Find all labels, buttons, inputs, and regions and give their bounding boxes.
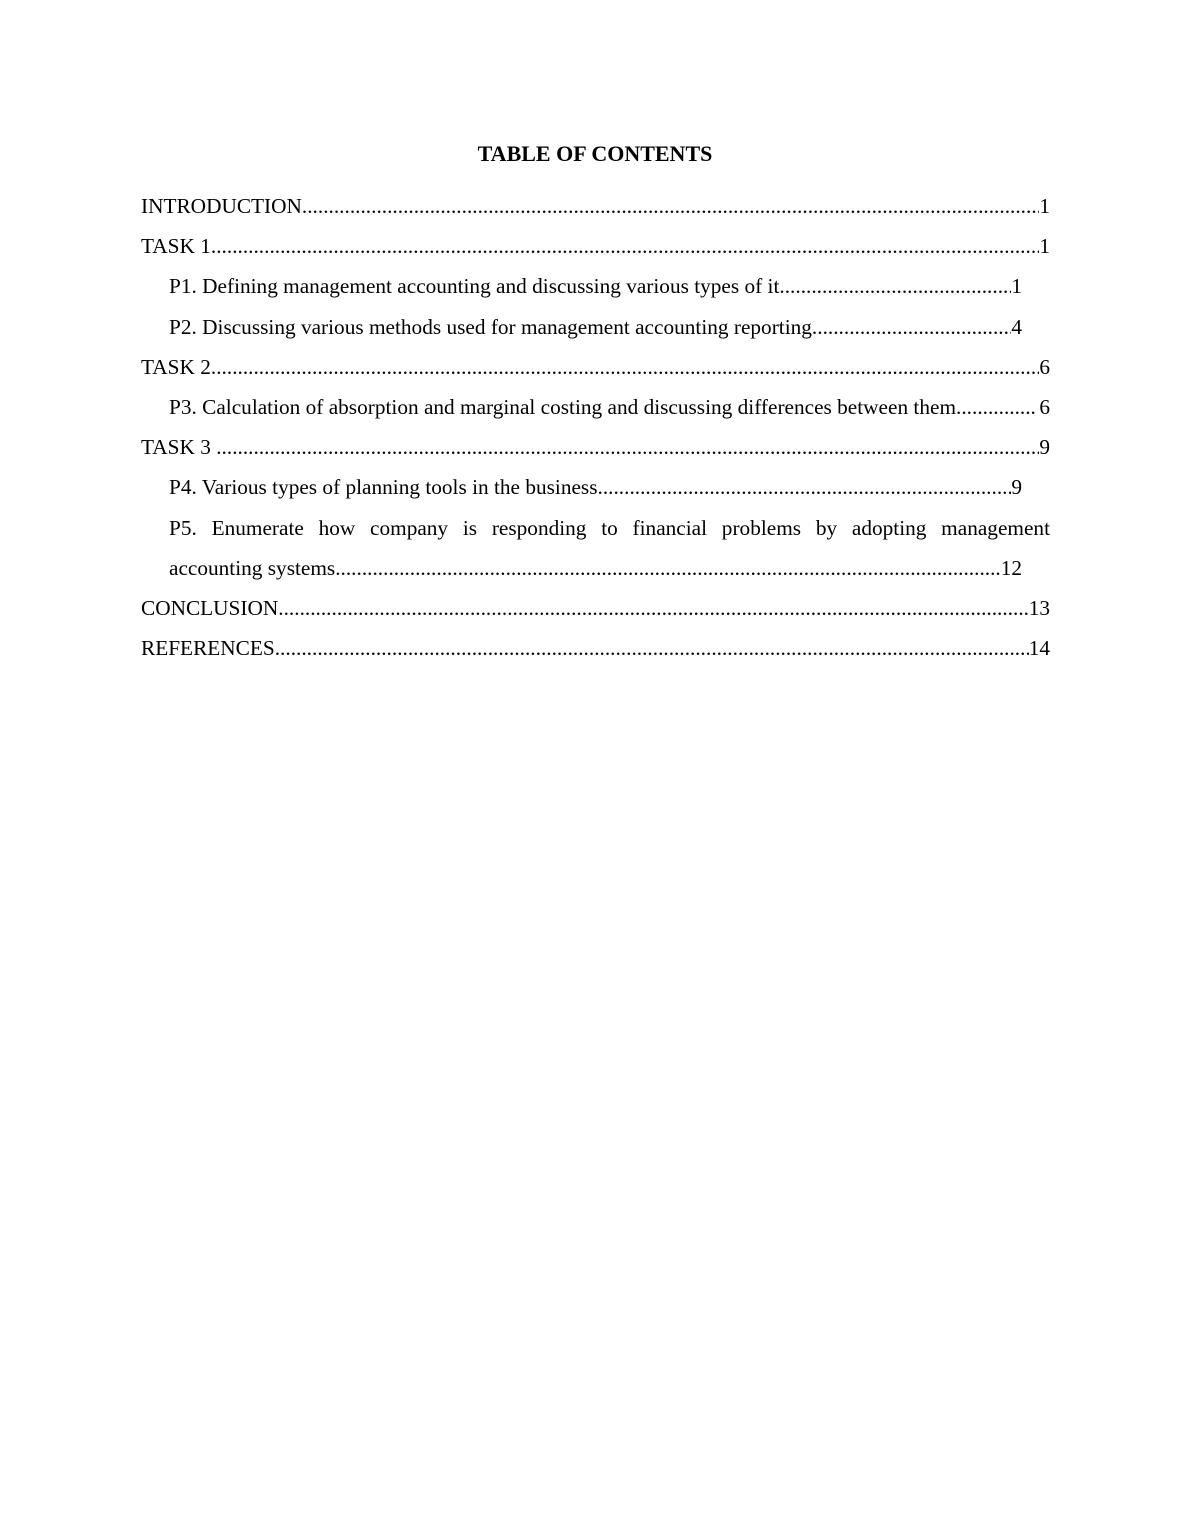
dot-leader xyxy=(211,347,1039,387)
toc-entry-p1[interactable] xyxy=(141,266,1050,306)
toc-entry-references[interactable] xyxy=(141,628,1050,668)
toc-entry-text-line-1: P5. Enumerate how company is responding to financial problems by adopting management xyxy=(169,515,1050,540)
toc-entry-text: P4. Various types of planning tools in the business. xyxy=(169,475,603,500)
toc-page-number: 4 xyxy=(1011,314,1022,339)
toc-entry-introduction[interactable] xyxy=(141,186,1050,226)
toc-page-number: 1 xyxy=(1039,194,1050,218)
toc-entry-text: INTRODUCTION xyxy=(141,194,302,218)
toc-page-number: 12 xyxy=(1000,555,1022,580)
toc-entry-text: P3. Calculation of absorption and marginal costing and discussing differences between them. xyxy=(169,394,962,419)
toc-entry-text: TASK 1 xyxy=(141,234,211,259)
dot-leader xyxy=(341,548,1001,588)
toc-page-number: 1 xyxy=(1011,274,1022,299)
toc-entry-text: TASK 2 xyxy=(141,354,211,379)
dot-leader xyxy=(216,427,1039,467)
toc-page-number: 9 xyxy=(1039,435,1050,460)
toc-page-number: 6 xyxy=(1039,354,1050,379)
toc-entry-p2[interactable] xyxy=(141,307,1050,347)
dot-leader xyxy=(785,266,1012,306)
toc-entry-p5[interactable] xyxy=(141,508,1050,588)
dot-leader xyxy=(275,628,1029,668)
dot-leader xyxy=(278,588,1028,628)
toc-heading: TABLE OF CONTENTS xyxy=(477,141,713,166)
toc-entry-text: REFERENCES xyxy=(141,636,275,661)
toc-page-number: 9 xyxy=(1011,475,1022,500)
toc-entry-text: P2. Discussing various methods used for management accounting reporting. xyxy=(169,314,818,339)
toc-entry-text: TASK 3 xyxy=(141,435,217,460)
dot-leader xyxy=(302,186,1039,226)
toc-entry-task-1[interactable] xyxy=(141,226,1050,266)
toc-entry-task-2[interactable] xyxy=(141,347,1050,387)
toc-page-number: 1 xyxy=(1039,234,1050,259)
toc-entry-line-2 xyxy=(169,548,1050,588)
dot-leader xyxy=(817,307,1011,347)
toc-entry-p3[interactable] xyxy=(141,387,1050,427)
toc-entry-conclusion[interactable] xyxy=(141,588,1050,628)
toc-page-number: 14 xyxy=(1028,636,1050,661)
toc-entry-text: CONCLUSION xyxy=(141,595,279,620)
toc-page-number: 6 xyxy=(1039,394,1050,419)
dot-leader xyxy=(603,467,1012,507)
toc-page-number: 13 xyxy=(1028,595,1050,620)
dot-leader xyxy=(961,387,1035,427)
dot-leader xyxy=(211,226,1039,266)
toc-entry-text-line-2: accounting systems. xyxy=(169,555,341,580)
table-of-contents xyxy=(141,186,1050,668)
toc-entry-task-3[interactable] xyxy=(141,427,1050,467)
toc-entry-text: P1. Defining management accounting and discussing various types of it. xyxy=(169,274,785,299)
toc-entry-p4[interactable] xyxy=(141,467,1050,507)
